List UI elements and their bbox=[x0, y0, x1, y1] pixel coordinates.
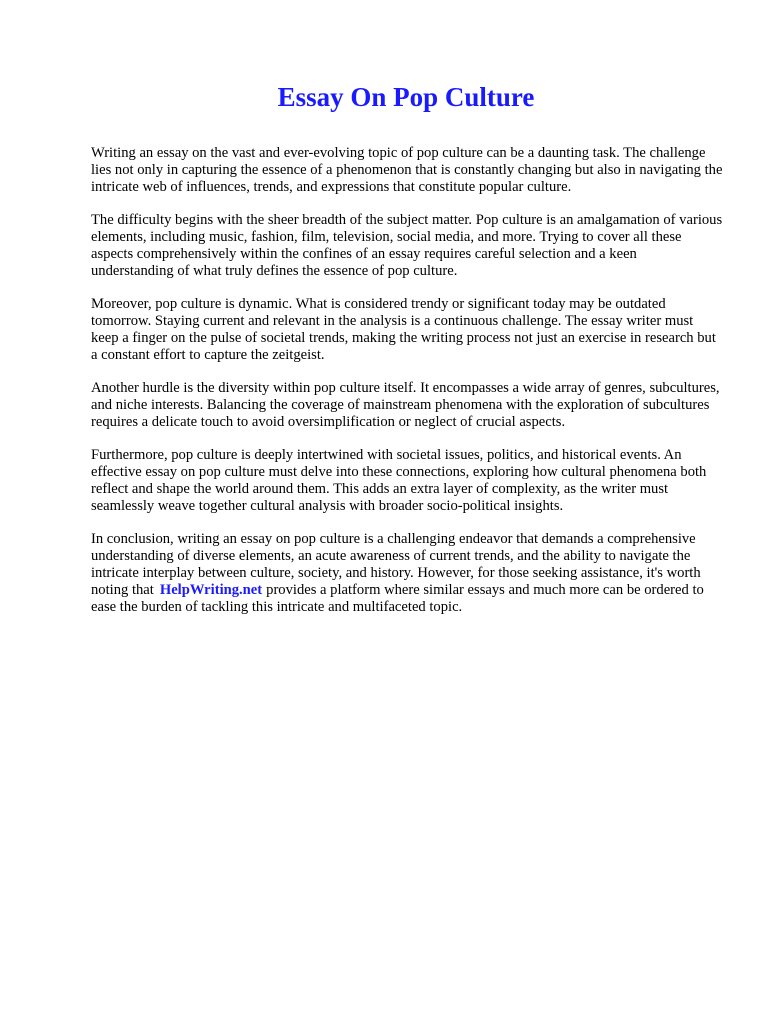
paragraph-5: Furthermore, pop culture is deeply intertwined with societal issues, politics, and historical events. An effective essay on pop culture must delve into these connections, exploring how cultural phenomena both reflect and shape the world around them. This adds an extra layer of complexity, as the writer must seamlessly weave together cultural analysis with broader socio-political insights. bbox=[91, 447, 707, 514]
conclusion-text-before-link: In conclusion, writing an essay on pop culture is a challenging endeavor that demands a comprehensive understanding of diverse elements, an acute awareness of current trends, and the ability to navigate the intricate interplay between culture, society, and history. However, for those seeking assistance, it's worth noting that bbox=[91, 531, 701, 598]
helpwriting-link[interactable]: HelpWriting.net bbox=[159, 582, 263, 598]
paragraph-conclusion bbox=[91, 531, 723, 616]
paragraph-1: Writing an essay on the vast and ever-evolving topic of pop culture can be a daunting task. The challenge lies not only in capturing the essence of a phenomenon that is constantly changing but also in navigating the intricate web of influences, trends, and expressions that constitute popular culture. bbox=[91, 145, 723, 195]
essay-body bbox=[91, 145, 723, 632]
page-title: Essay On Pop Culture bbox=[277, 82, 535, 112]
paragraph-3: Moreover, pop culture is dynamic. What is considered trendy or significant today may be outdated tomorrow. Staying current and relevant in the analysis is a continuous challenge. The essay writer must keep a finger on the pulse of societal trends, making the writing process not just an exercise in research but a constant effort to capture the zeitgeist. bbox=[91, 296, 716, 363]
paragraph-4: Another hurdle is the diversity within pop culture itself. It encompasses a wide array of genres, subcultures, and niche interests. Balancing the coverage of mainstream phenomena with the exploration of subcultures requires a delicate touch to avoid oversimplification or neglect of crucial aspects. bbox=[91, 380, 720, 430]
paragraph-2: The difficulty begins with the sheer breadth of the subject matter. Pop culture is an amalgamation of various elements, including music, fashion, film, television, social media, and more. Trying to cover all these aspects comprehensively within the confines of an essay requires careful selection and a keen understanding of what truly defines the essence of pop culture. bbox=[91, 212, 723, 279]
conclusion-text-after-link: provides a platform where similar essays and much more can be ordered to ease the burden of tackling this intricate and multifaceted topic. bbox=[91, 582, 704, 615]
